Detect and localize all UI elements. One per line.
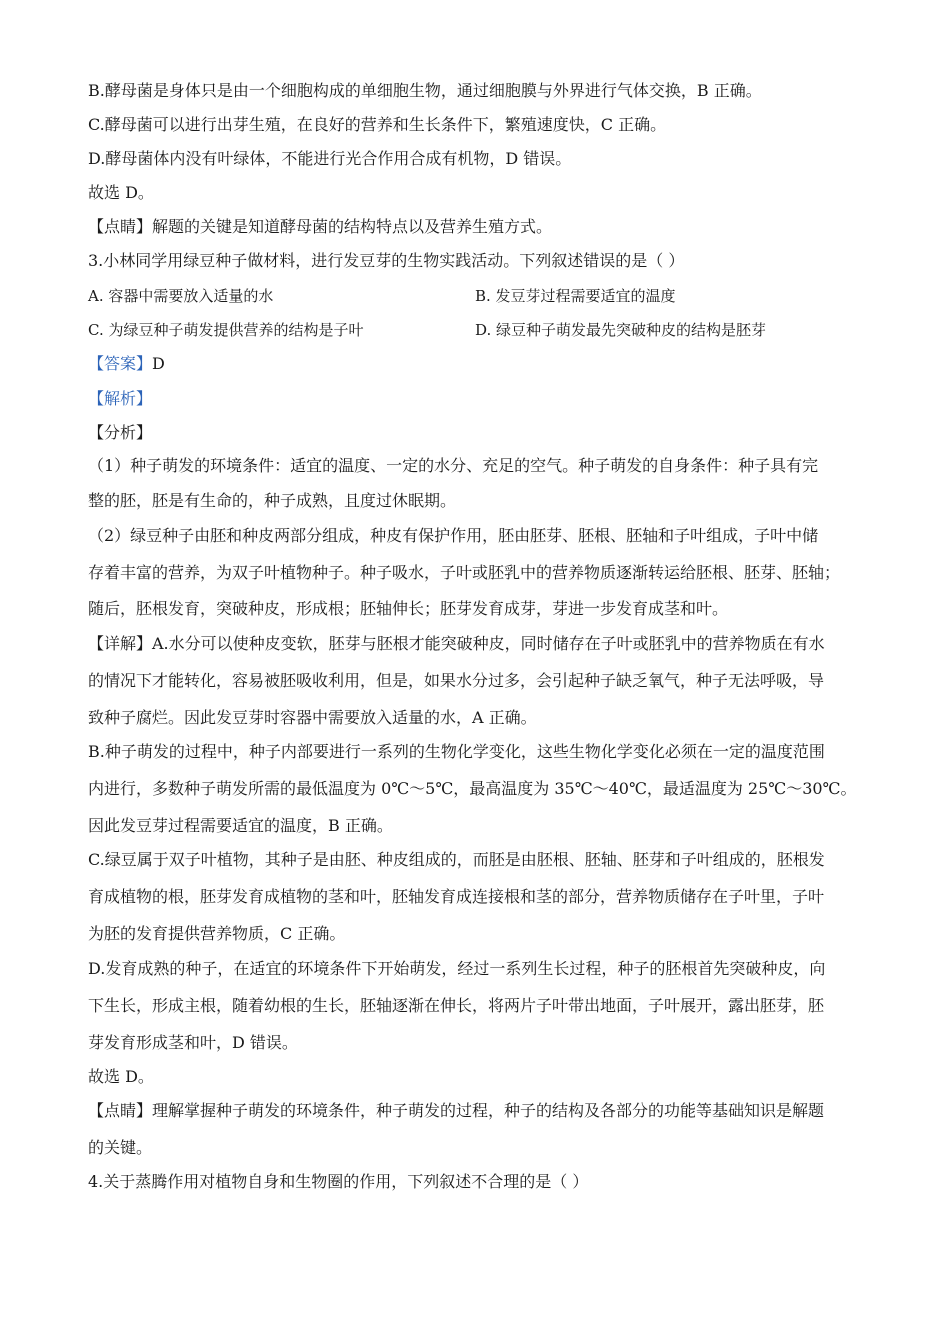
text-line: 存着丰富的营养，为双子叶植物种子。种子吸水，子叶或胚乳中的营养物质逐渐转运给胚根、胚芽、胚轴； bbox=[88, 563, 841, 582]
question-3-option-b: B. 发豆芽过程需要适宜的温度 bbox=[475, 287, 676, 305]
question-3-option-a: A. 容器中需要放入适量的水 bbox=[88, 287, 274, 305]
text-line: （2）绿豆种子由胚和种皮两部分组成，种皮有保护作用，胚由胚芽、胚根、胚轴和子叶组成，子叶中储 bbox=[88, 526, 819, 545]
analysis-label: 【解析】 bbox=[88, 389, 153, 408]
text-line: 【分析】 bbox=[88, 423, 153, 442]
text-line: 内进行，多数种子萌发所需的最低温度为 0℃～5℃，最高温度为 35℃～40℃，最适温度为 25℃～30℃。 bbox=[88, 779, 857, 798]
answer-label: 【答案】 bbox=[88, 354, 153, 373]
text-line: 下生长，形成主根，随着幼根的生长，胚轴逐渐在伸长，将两片子叶带出地面，子叶展开，露出胚芽，胚 bbox=[88, 996, 825, 1015]
question-3-option-c: C. 为绿豆种子萌发提供营养的结构是子叶 bbox=[88, 321, 364, 339]
text-line: B.种子萌发的过程中，种子内部要进行一系列的生物化学变化，这些生物化学变化必须在一定的温度范围 bbox=[88, 742, 825, 761]
answer-value: D bbox=[152, 354, 165, 373]
text-line: 故选 D。 bbox=[88, 1067, 154, 1086]
text-line: 随后，胚根发育，突破种皮，形成根；胚轴伸长；胚芽发育成芽，芽进一步发育成茎和叶。 bbox=[88, 599, 729, 618]
text-line: 育成植物的根，胚芽发育成植物的茎和叶，胚轴发育成连接根和茎的部分，营养物质储存在子叶里，子叶 bbox=[88, 887, 825, 906]
text-line: 整的胚，胚是有生命的，种子成熟，且度过休眠期。 bbox=[88, 491, 457, 510]
answer-line bbox=[88, 353, 165, 375]
text-line: 【详解】A.水分可以使种皮变软，胚芽与胚根才能突破种皮，同时储存在子叶或胚乳中的营养物质在有水 bbox=[88, 634, 825, 653]
text-line: 致种子腐烂。因此发豆芽时容器中需要放入适量的水，A 正确。 bbox=[88, 708, 537, 727]
text-line: D.酵母菌体内没有叶绿体，不能进行光合作用合成有机物，D 错误。 bbox=[88, 149, 572, 168]
question-3-stem: 3.小林同学用绿豆种子做材料，进行发豆芽的生物实践活动。下列叙述错误的是（ ） bbox=[88, 251, 685, 270]
text-line: 故选 D。 bbox=[88, 183, 154, 202]
question-3-option-d: D. 绿豆种子萌发最先突破种皮的结构是胚芽 bbox=[475, 321, 767, 339]
text-line: C.绿豆属于双子叶植物，其种子是由胚、种皮组成的，而胚是由胚根、胚轴、胚芽和子叶组成的，胚根发 bbox=[88, 850, 825, 869]
text-line: 为胚的发育提供营养物质，C 正确。 bbox=[88, 924, 346, 943]
text-line: 【点睛】理解掌握种子萌发的环境条件，种子萌发的过程，种子的结构及各部分的功能等基础知识是解题 bbox=[88, 1101, 825, 1120]
text-line: 的关键。 bbox=[88, 1138, 153, 1157]
text-line: 【点睛】解题的关键是知道酵母菌的结构特点以及营养生殖方式。 bbox=[88, 217, 553, 236]
text-line: D.发育成熟的种子，在适宜的环境条件下开始萌发，经过一系列生长过程，种子的胚根首先突破种皮，向 bbox=[88, 959, 826, 978]
text-line: （1）种子萌发的环境条件：适宜的温度、一定的水分、充足的空气。种子萌发的自身条件：种子具有完 bbox=[88, 456, 819, 475]
text-line: 因此发豆芽过程需要适宜的温度，B 正确。 bbox=[88, 816, 393, 835]
question-4-stem: 4.关于蒸腾作用对植物自身和生物圈的作用，下列叙述不合理的是（ ） bbox=[88, 1172, 589, 1191]
text-line: 的情况下才能转化，容易被胚吸收利用，但是，如果水分过多，会引起种子缺乏氧气，种子无法呼吸，导 bbox=[88, 671, 825, 690]
text-line: B.酵母菌是身体只是由一个细胞构成的单细胞生物，通过细胞膜与外界进行气体交换，B 正确。 bbox=[88, 81, 762, 100]
text-line: C.酵母菌可以进行出芽生殖，在良好的营养和生长条件下，繁殖速度快，C 正确。 bbox=[88, 115, 667, 134]
text-line: 芽发育形成茎和叶，D 错误。 bbox=[88, 1033, 298, 1052]
